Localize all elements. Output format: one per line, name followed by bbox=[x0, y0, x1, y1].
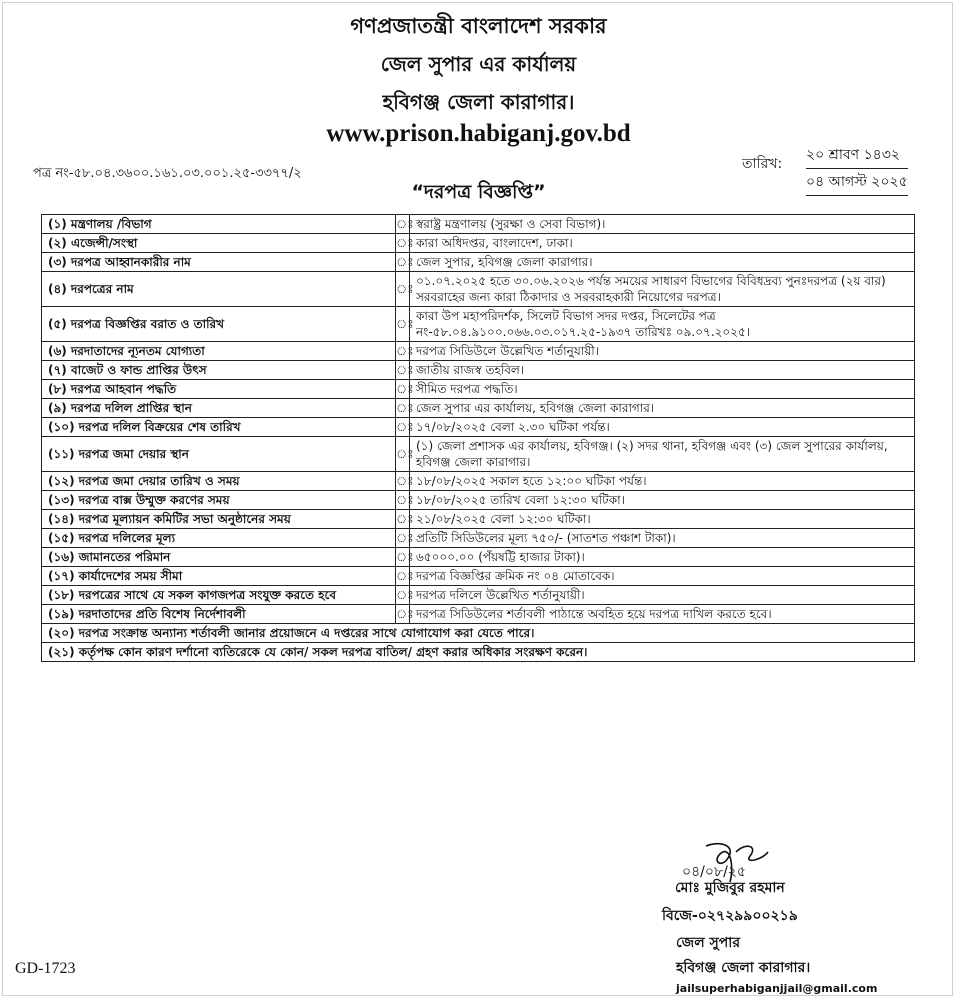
signatory-designation: জেল সুপার bbox=[676, 935, 741, 951]
table-row bbox=[42, 272, 915, 307]
table-row bbox=[42, 491, 915, 510]
full-row-text: (২১) কর্তৃপক্ষ কোন কারণ দর্শানো ব্যতিরেকে যে কোন/ সকল দরপত্র বাতিল/ গ্রহণ করার অধিকার সংরক্ষণ করেন। bbox=[42, 643, 915, 662]
notice-title: “দরপত্র বিজ্ঞপ্তি” bbox=[411, 181, 546, 203]
full-row-text: (২০) দরপত্র সংক্রান্ত অন্যান্য শর্তাবলী জানার প্রয়োজনে এ দপ্তরের সাথে যোগাযোগ করা যেতে পারে। bbox=[42, 624, 915, 643]
row-label: (৬) দরদাতাদের ন্যূনতম যোগ্যতা bbox=[42, 342, 396, 361]
row-label: (১৩) দরপত্র বাক্স উম্মুক্ত করণের সময় bbox=[42, 491, 396, 510]
date-bangla: ২০ শ্রাবণ ১৪৩২ bbox=[806, 142, 908, 169]
row-separator: ঃ bbox=[396, 567, 410, 586]
row-label: (১৭) কার্যাদেশের সময় সীমা bbox=[42, 567, 396, 586]
row-label: (১১) দরপত্র জমা দেয়ার স্থান bbox=[42, 437, 396, 472]
tender-spec-table bbox=[41, 214, 915, 662]
signatory-name: মোঃ মুজিবুর রহমান bbox=[675, 880, 785, 896]
table-row-full bbox=[42, 624, 915, 643]
row-separator: ঃ bbox=[396, 380, 410, 399]
table-row bbox=[42, 605, 915, 624]
row-value: ২১/০৮/২০২৫ বেলা ১২:৩০ ঘটিকা। bbox=[410, 510, 915, 529]
row-value: ৬৫০০০.০০ (পঁয়ষট্টি হাজার টাকা)। bbox=[410, 548, 915, 567]
table-row bbox=[42, 418, 915, 437]
row-label: (১৪) দরপত্র মূল্যায়ন কমিটির সভা অনুষ্ঠানের সময় bbox=[42, 510, 396, 529]
row-value: জাতীয় রাজস্ব তহবিল। bbox=[410, 361, 915, 380]
table-row bbox=[42, 529, 915, 548]
row-value: দরপত্র দলিলে উল্লেখিত শর্তানুযায়ী। bbox=[410, 586, 915, 605]
row-separator: ঃ bbox=[396, 253, 410, 272]
row-separator: ঃ bbox=[396, 399, 410, 418]
row-label: (২) এজেন্সী/সংস্থা bbox=[42, 234, 396, 253]
table-row bbox=[42, 342, 915, 361]
row-label: (১) মন্ত্রণালয় /বিভাগ bbox=[42, 215, 396, 234]
table-row bbox=[42, 510, 915, 529]
row-separator: ঃ bbox=[396, 472, 410, 491]
row-label: (১২) দরপত্র জমা দেয়ার তারিখ ও সময় bbox=[42, 472, 396, 491]
row-value: দরপত্র সিডিউলের শর্তাবলী পাঠান্তে অবহিত হয়ে দরপত্র দাখিল করতে হবে। bbox=[410, 605, 915, 624]
row-value: দরপত্র বিজ্ঞপ্তির ক্রমিক নং ০৪ মোতাবেক। bbox=[410, 567, 915, 586]
table-row bbox=[42, 567, 915, 586]
signature-date: ০৪/০৮/২৫ bbox=[682, 864, 746, 880]
row-separator: ঃ bbox=[396, 307, 410, 342]
row-label: (১৮) দরপত্রের সাথে যে সকল কাগজপত্র সংযুক্ত করতে হবে bbox=[42, 586, 396, 605]
row-label: (৯) দরপত্র দলিল প্রাপ্তির স্থান bbox=[42, 399, 396, 418]
jail-heading: হবিগঞ্জ জেলা কারাগার। bbox=[382, 90, 575, 114]
row-separator: ঃ bbox=[396, 215, 410, 234]
row-separator: ঃ bbox=[396, 234, 410, 253]
row-label: (৮) দরপত্র আহবান পদ্ধতি bbox=[42, 380, 396, 399]
row-separator: ঃ bbox=[396, 548, 410, 567]
website-link[interactable]: www.prison.habiganj.gov.bd bbox=[326, 120, 631, 147]
row-value: কারা অধিদপ্তর, বাংলাদেশ, ঢাকা। bbox=[410, 234, 915, 253]
row-separator: ঃ bbox=[396, 510, 410, 529]
row-value: কারা উপ মহাপরিদর্শক, সিলেট বিভাগ সদর দপ্তর, সিলেটের পত্র নং-৫৮.০৪.৯১০০.০৬৬.০৩.০১৭.২৫-১৯৩৭ তারিখঃ ০৯.০৭.২০২৫। bbox=[410, 307, 915, 342]
signatory-office: হবিগঞ্জ জেলা কারাগার। bbox=[676, 960, 811, 976]
row-label: (৫) দরপত্র বিজ্ঞপ্তির বরাত ও তারিখ bbox=[42, 307, 396, 342]
row-separator: ঃ bbox=[396, 272, 410, 307]
footer-code: GD-1723 bbox=[15, 960, 76, 977]
row-value: জেল সুপার এর কার্যালয়, হবিগঞ্জ জেলা কারাগার। bbox=[410, 399, 915, 418]
table-row bbox=[42, 253, 915, 272]
row-separator: ঃ bbox=[396, 491, 410, 510]
table-row bbox=[42, 399, 915, 418]
row-value: (১) জেলা প্রশাসক এর কার্যালয়, হবিগঞ্জ। (২) সদর থানা, হবিগঞ্জ এবং (৩) জেল সুপারের কার্যালয়, হবিগঞ্জ জেলা কারাগার। bbox=[410, 437, 915, 472]
row-value: স্বরাষ্ট্র মন্ত্রণালয় (সুরক্ষা ও সেবা বিভাগ)। bbox=[410, 215, 915, 234]
date-english: ০৪ আগস্ট ২০২৫ bbox=[806, 169, 908, 196]
row-separator: ঃ bbox=[396, 605, 410, 624]
government-heading: গণপ্রজাতন্ত্রী বাংলাদেশ সরকার bbox=[350, 14, 607, 38]
row-value: ১৭/০৮/২০২৫ বেলা ২.৩০ ঘটিকা পর্যন্ত। bbox=[410, 418, 915, 437]
office-heading: জেল সুপার এর কার্যালয় bbox=[380, 52, 577, 76]
row-separator: ঃ bbox=[396, 342, 410, 361]
table-row bbox=[42, 586, 915, 605]
row-separator: ঃ bbox=[396, 586, 410, 605]
row-label: (১৯) দরদাতাদের প্রতি বিশেষ নির্দেশাবলী bbox=[42, 605, 396, 624]
row-label: (১০) দরপত্র দলিল বিক্রয়ের শেষ তারিখ bbox=[42, 418, 396, 437]
table-row bbox=[42, 472, 915, 491]
table-row bbox=[42, 548, 915, 567]
row-label: (৩) দরপত্র আহ্বানকারীর নাম bbox=[42, 253, 396, 272]
row-label: (৪) দরপত্রের নাম bbox=[42, 272, 396, 307]
contact-email[interactable]: jailsuperhabiganjjail@gmail.com bbox=[676, 982, 878, 995]
row-separator: ঃ bbox=[396, 437, 410, 472]
row-label: (১৬) জামানতের পরিমান bbox=[42, 548, 396, 567]
row-value: ১৮/০৮/২০২৫ তারিখ বেলা ১২:৩০ ঘটিকা। bbox=[410, 491, 915, 510]
row-separator: ঃ bbox=[396, 361, 410, 380]
date-label: তারিখ: bbox=[742, 156, 783, 172]
table-row bbox=[42, 361, 915, 380]
row-value: জেল সুপার, হবিগঞ্জ জেলা কারাগার। bbox=[410, 253, 915, 272]
row-value: ১৮/০৮/২০২৫ সকাল হতে ১২:০০ ঘটিকা পর্যন্ত। bbox=[410, 472, 915, 491]
row-label: (৭) বাজেট ও ফান্ড প্রাপ্তির উৎস bbox=[42, 361, 396, 380]
table-row-full bbox=[42, 643, 915, 662]
memo-number: পত্র নং-৫৮.০৪.৩৬০০.১৬১.০৩.০০১.২৫-৩৩৭৭/২ bbox=[33, 166, 302, 181]
table-row bbox=[42, 437, 915, 472]
row-value: ০১.০৭.২০২৫ হতে ৩০.০৬.২০২৬ পর্যন্ত সময়ের সাধারণ বিভাগের বিবিধদ্রব্য পুনঃদরপত্র (২য় বার) সরবরাহের জন্য কারা ঠিকাদার ও সরবরাহকারী নিয়োগের দরপত্র। bbox=[410, 272, 915, 307]
row-value: সীমিত দরপত্র পদ্ধতি। bbox=[410, 380, 915, 399]
row-value: প্রতিটি সিডিউলের মূল্য ৭৫০/- (সাতশত পঞ্চাশ টাকা)। bbox=[410, 529, 915, 548]
row-value: দরপত্র সিডিউলে উল্লেখিত শর্তানুযায়ী। bbox=[410, 342, 915, 361]
table-row bbox=[42, 234, 915, 253]
table-row bbox=[42, 307, 915, 342]
table-row bbox=[42, 380, 915, 399]
row-separator: ঃ bbox=[396, 418, 410, 437]
signatory-id: বিজে-০২৭২৯৯০০২১৯ bbox=[662, 908, 798, 924]
row-separator: ঃ bbox=[396, 529, 410, 548]
row-label: (১৫) দরপত্র দলিলের মূল্য bbox=[42, 529, 396, 548]
table-row bbox=[42, 215, 915, 234]
